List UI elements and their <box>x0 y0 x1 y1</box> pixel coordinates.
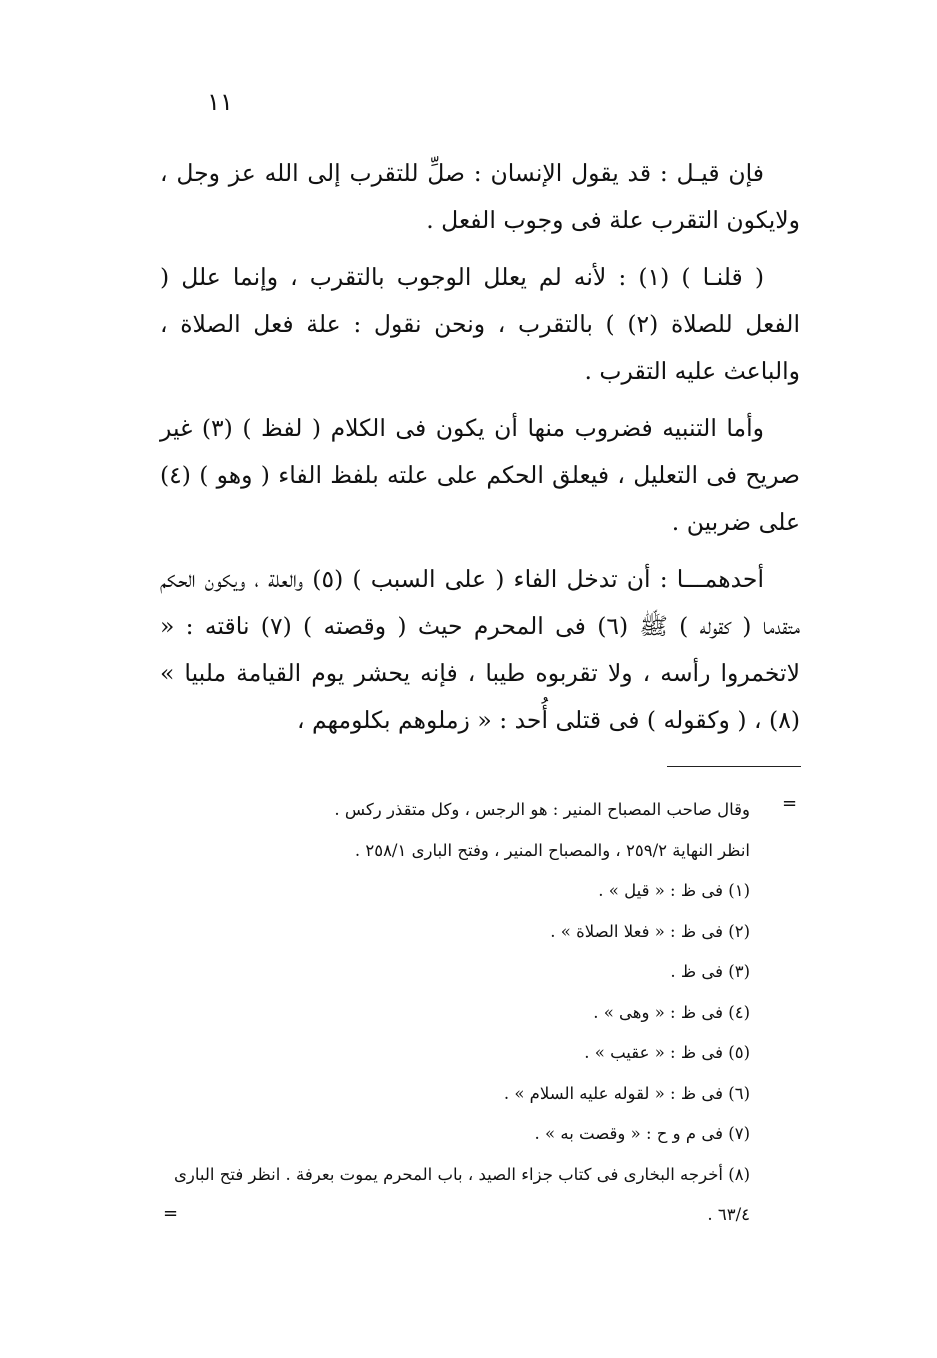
paragraph-1: فإن قيـل : قد يقول الإنسان : صلِّ للتقرب إلى الله عز وجل ، ولايكون التقرب علة فى وجوب الفعل . <box>160 159 800 234</box>
continuation-mark-top: = <box>782 793 798 814</box>
footnote-item: (١) فى ظ : « قيل » . <box>598 881 750 900</box>
footnote-item: (٢) فى ظ : « فعلا الصلاة » . <box>550 921 750 941</box>
main-text <box>160 150 800 754</box>
footnote-item: (٦) فى ظ : « لقوله عليه السلام » . <box>503 1083 750 1103</box>
footnote-item: (٣) فى ظ . <box>670 962 750 981</box>
footnote-carryover: انظر النهاية ٢٥٩/٢ ، والمصباح المنير ، وفتح البارى ٢٥٨/١ . <box>354 840 750 860</box>
footnote-separator <box>667 766 801 767</box>
paragraph-2: ( قلنـا ) (١) : لأنه لم يعلل الوجوب بالتقرب ، وإنما علل ( الفعل للصلاة (٢) ) بالتقرب ، ونحن نقول : علة فعل الصلاة ، والباعث عليه التقرب . <box>160 263 800 385</box>
paragraph-3: وأما التنبيه فضروب منها أن يكون فى الكلام ( لفظ ) (٣) غير صريح فى التعليل ، فيعلق الحكم على علته بلفظ الفاء ( وهو ) (٤) على ضربين . <box>160 414 800 536</box>
paragraph-4: أحدهمـــا : أن تدخل الفاء ( على السبب ) (٥) والعلة ، ويكون الحكم متقدما ( كقوله ) ﷺ (٦) فى المحرم حيث ( وقصته ) (٧) ناقته : « لاتخمروا رأسه ، ولا تقربوه طيبا ، فإنه يحشر يوم القيامة ملبيا » (٨) ، ( وكقوله ) فى قتلى أُحد : « زملوهم بكلومهم ، <box>160 565 801 734</box>
continuation-mark-bottom: = <box>163 1203 179 1224</box>
footnote-carryover: وقال صاحب المصباح المنير : هو الرجس ، وكل متقذر ركس . <box>334 800 750 819</box>
page-number: ١١ <box>207 88 233 116</box>
footnote-item: (٤) فى ظ : « وهى » . <box>593 1002 750 1022</box>
footnote-item: (٧) فى م و ح : « وقصت به » . <box>534 1124 750 1143</box>
footnotes <box>160 790 800 1236</box>
footnote-item: (٨) أخرجه البخارى فى كتاب جزاء الصيد ، باب المحرم يموت بعرفة . انظر فتح البارى ٦٣/٤ . <box>173 1164 750 1224</box>
footnote-item: (٥) فى ظ : « عقيب » . <box>584 1043 750 1062</box>
